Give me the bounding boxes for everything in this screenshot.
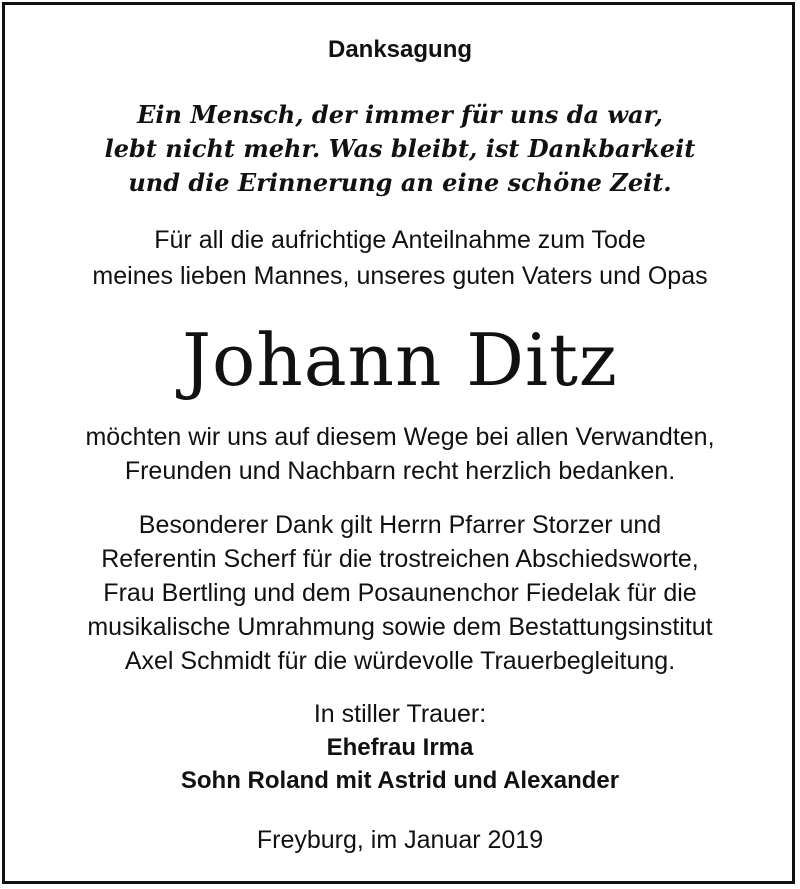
signer-line-1: Ehefrau Irma [326,734,474,761]
motto-line-2: lebt nicht mehr. Was bleibt, ist Dankbarkeit [104,134,696,163]
motto-line-1: Ein Mensch, der immer für uns da war, [137,100,663,129]
deceased-name: Johann Ditz [182,318,618,402]
special-thanks-line-4: musikalische Umrahmung sowie dem Bestattungsinstitut [87,613,713,641]
motto-line-3: und die Erinnerung an eine schöne Zeit. [128,168,672,197]
notice-heading: Danksagung [327,36,473,63]
place-date: Freyburg, im Januar 2019 [256,826,544,854]
signer-line-2: Sohn Roland mit Astrid und Alexander [180,767,620,794]
intro-line-2: meines lieben Mannes, unseres guten Vaters und Opas [92,262,708,290]
special-thanks-line-1: Besonderer Dank gilt Herrn Pfarrer Storzer und [138,511,662,539]
special-thanks-line-2: Referentin Scherf für die trostreichen Abschiedsworte, [101,545,699,573]
thanks-line-1: möchten wir uns auf diesem Wege bei allen Verwandten, [85,423,715,451]
special-thanks-line-3: Frau Bertling und dem Posaunenchor Fiedelak für die [103,579,697,607]
intro-line-1: Für all die aufrichtige Anteilnahme zum Tode [154,226,646,254]
mourning-phrase: In stiller Trauer: [313,700,487,728]
special-thanks-line-5: Axel Schmidt für die würdevolle Trauerbegleitung. [124,647,676,675]
thanks-line-2: Freunden und Nachbarn recht herzlich bedanken. [124,457,676,485]
